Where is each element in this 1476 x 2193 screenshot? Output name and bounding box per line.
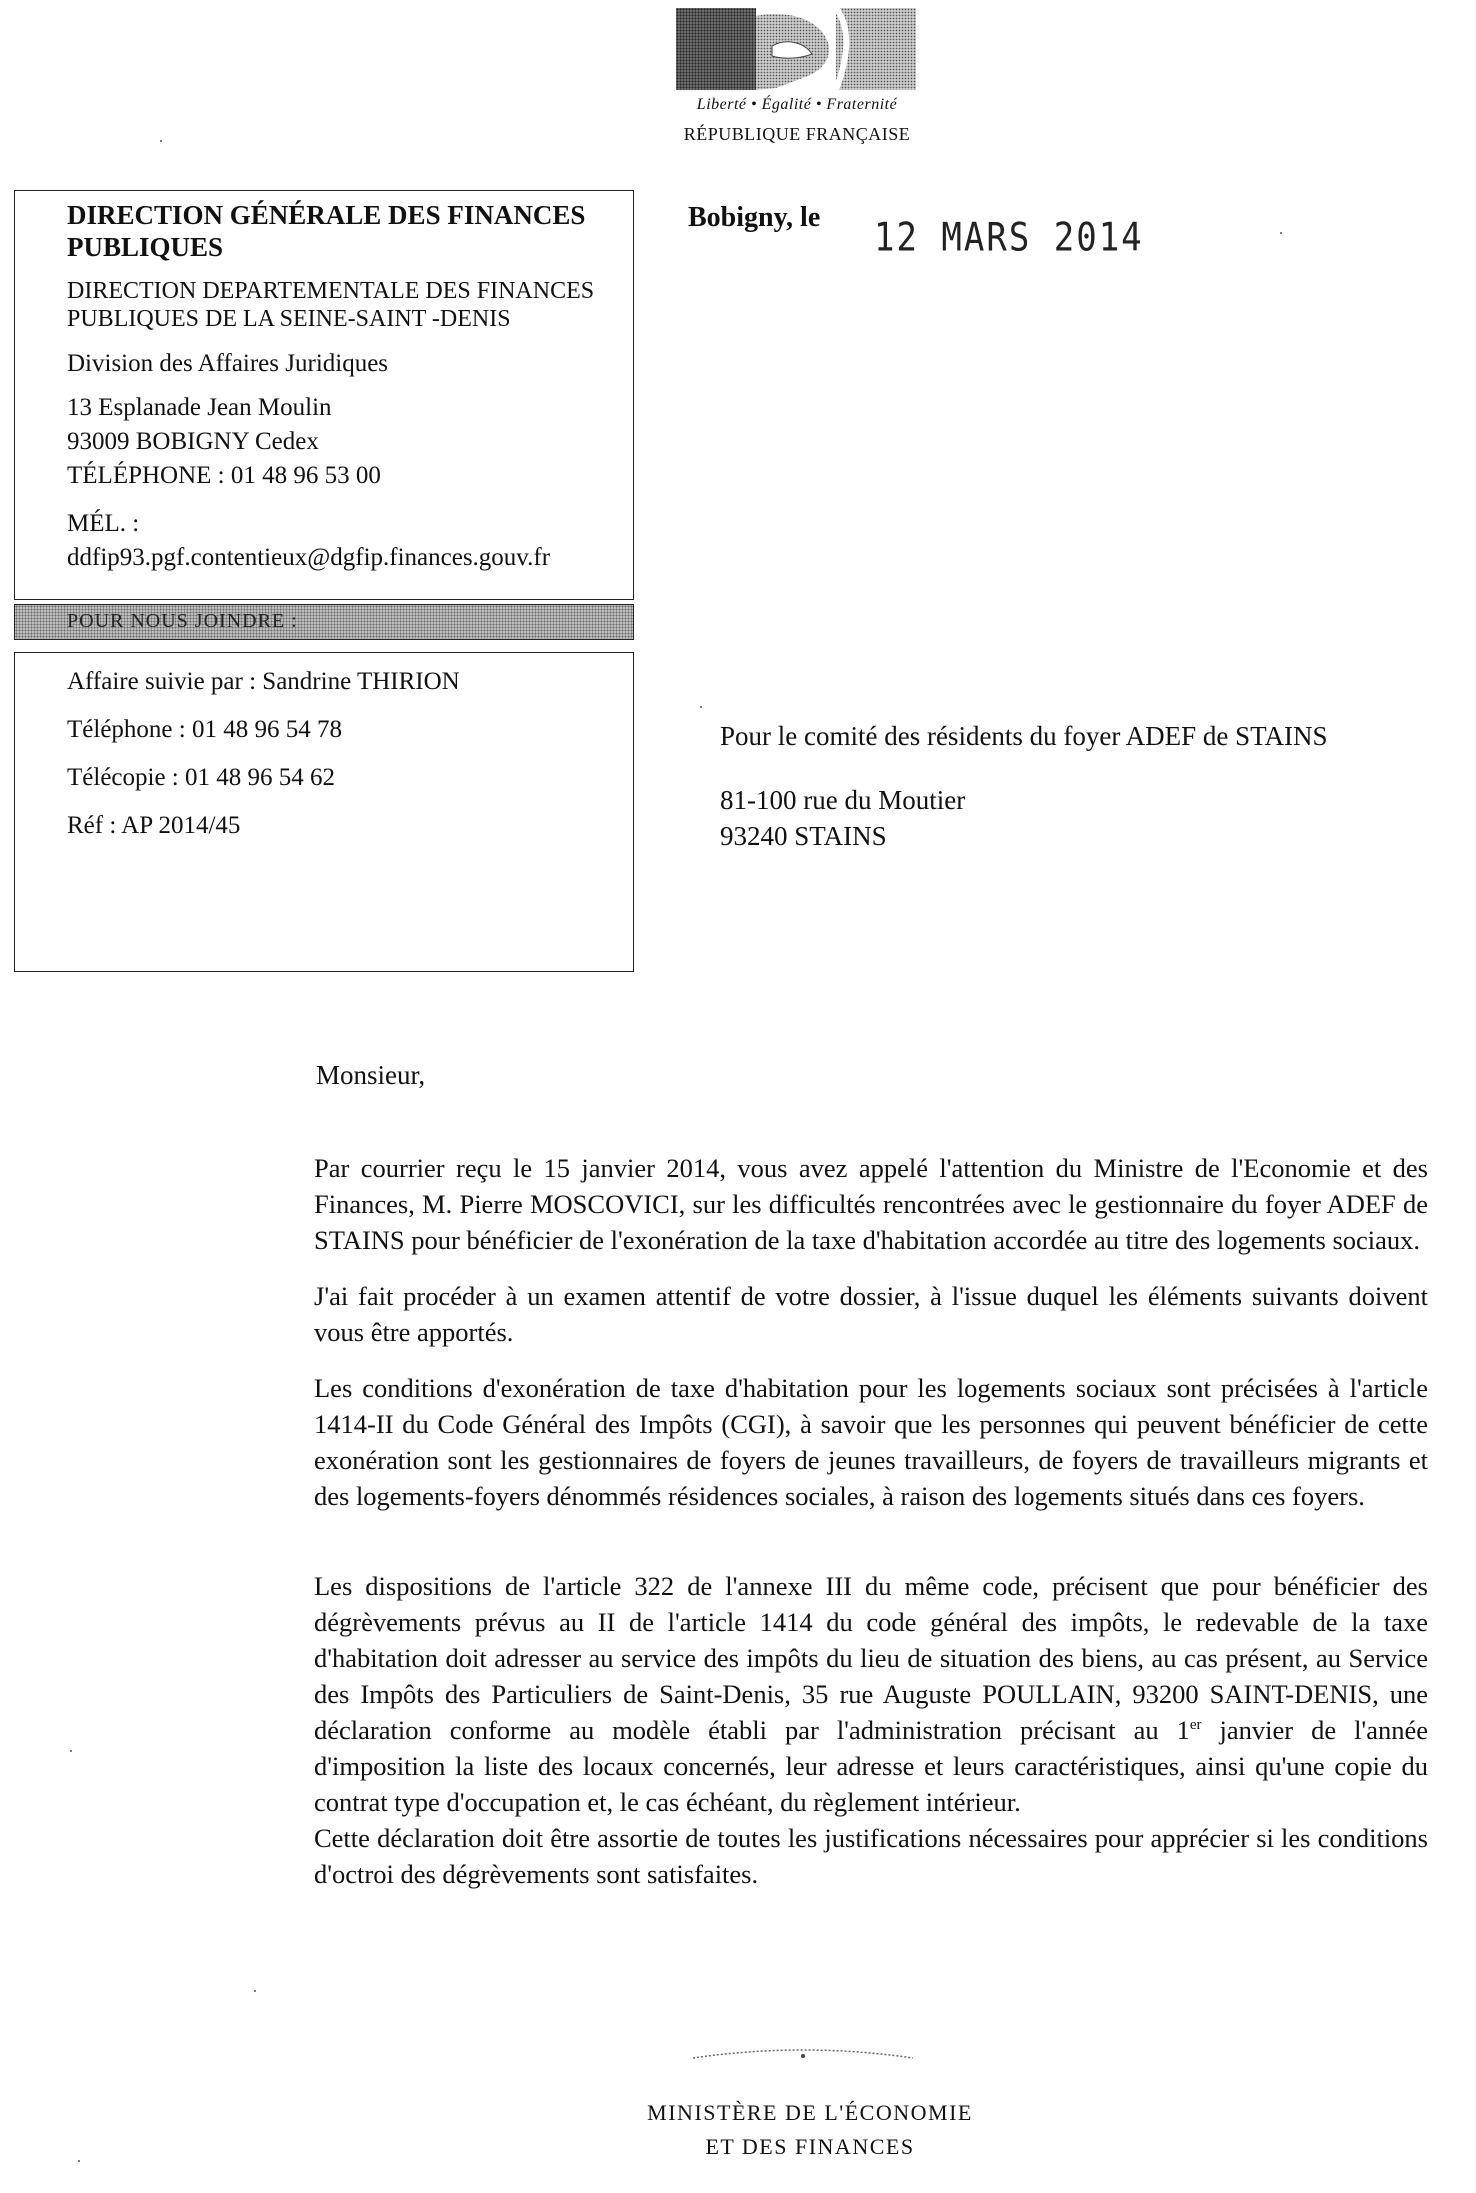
paragraph-2: J'ai fait procéder à un examen attentif de votre dossier, à l'issue duquel les éléments suivants doivent vous être apportés.: [314, 1281, 1428, 1347]
marianne-logo: [676, 8, 916, 103]
sender-title: DIRECTION GÉNÉRALE DES FINANCES PUBLIQUES: [67, 200, 586, 262]
contact-box: [14, 652, 634, 972]
sender-mel-label: MÉL. :: [67, 510, 140, 537]
scan-speck: [160, 140, 162, 142]
sender-division: Division des Affaires Juridiques: [67, 350, 389, 377]
sender-department: DIRECTION DEPARTEMENTALE DES FINANCES PUBLIQUES DE LA SEINE-SAINT -DENIS: [67, 278, 595, 332]
paragraph-3: Les conditions d'exonération de taxe d'habitation pour les logements sociaux sont précisées à l'article 1414-II du Code Général des Impôts (CGI), à savoir que les personnes qui peuvent bénéficier de cette exonération sont les gestionnaires de foyers de jeunes travailleurs, de foyers de travailleurs migrants et des logements-foyers dénommés résidences sociales, à raison des logements situés dans ces foyers.: [314, 1373, 1428, 1511]
sender-address-line1: 13 Esplanade Jean Moulin: [67, 394, 332, 421]
paragraph-4: [314, 1568, 1428, 1820]
recipient-line3: 93240 STAINS: [720, 821, 887, 851]
scan-speck: [1280, 232, 1282, 234]
sender-telephone: TÉLÉPHONE : 01 48 96 53 00: [67, 462, 381, 489]
sender-address-line2: 93009 BOBIGNY Cedex: [67, 428, 319, 455]
contact-affaire: Affaire suivie par : Sandrine THIRION: [67, 668, 460, 695]
contact-bar-label: POUR NOUS JOINDRE :: [67, 610, 298, 632]
paragraph-4-text-a: Les dispositions de l'article 322 de l'annexe III du même code, précisent que pour bénéficier des dégrèvements prévus au II de l'article 1414 du code général des impôts, le redevable de la taxe d'habitation doit adresser au service des impôts du lieu de situation des biens, au cas présent, au Service des Impôts des Particuliers de Saint-Denis, 35 rue Auguste POULLAIN, 93200 SAINT-DENIS, une déclaration conforme au modèle établi par l'administration précisant au 1: [314, 1571, 1428, 1745]
contact-reference: Réf : AP 2014/45: [67, 812, 241, 839]
republique-francaise: RÉPUBLIQUE FRANÇAISE: [683, 124, 911, 144]
recipient-line2: 81-100 rue du Moutier: [720, 785, 966, 815]
marianne-logo-image: [676, 8, 916, 103]
contact-details: [67, 665, 460, 843]
scan-speck: [78, 2160, 80, 2162]
scan-speck: [700, 706, 702, 708]
letter-body: [314, 1150, 1428, 1892]
recipient-block: [720, 718, 1328, 854]
sender-box: [14, 190, 634, 600]
contact-bar: [14, 604, 634, 640]
paragraph-4-text-b: janvier de l'année d'imposition la liste des locaux concernés, leur adresse et leurs caractéristiques, ainsi qu'une copie du contrat type d'occupation et, le cas échéant, du règlement intérieur.: [314, 1715, 1428, 1817]
footer-ornament: [688, 2046, 918, 2060]
recipient-line1: Pour le comité des résidents du foyer ADEF de STAINS: [720, 721, 1328, 751]
sender-email: ddfip93.pgf.contentieux@dgfip.finances.gouv.fr: [67, 544, 551, 571]
paragraph-5: Cette déclaration doit être assortie de toutes les justifications nécessaires pour apprécier si les conditions d'octroi des dégrèvements sont satisfaites.: [314, 1823, 1428, 1889]
footer-line1: MINISTÈRE DE L'ÉCONOMIE: [647, 2100, 973, 2125]
paragraph-1: Par courrier reçu le 15 janvier 2014, vous avez appelé l'attention du Ministre de l'Economie et des Finances, M. Pierre MOSCOVICI, sur les difficultés rencontrées avec le gestionnaire du foyer ADEF de STAINS pour bénéficier de l'exonération de la taxe d'habitation accordée au titre des logements sociaux.: [314, 1153, 1428, 1255]
sender-details: [67, 199, 621, 575]
salutation: Monsieur,: [316, 1060, 426, 1090]
paragraph-4-superscript: er: [1189, 1717, 1202, 1734]
scan-speck: [254, 1990, 256, 1992]
footer-ministry: [560, 2096, 1060, 2164]
scan-speck: [70, 1750, 72, 1752]
republic-motto: Liberté • Égalité • Fraternité: [696, 96, 898, 113]
date-place: Bobigny, le: [688, 202, 821, 233]
contact-telecopie: Télécopie : 01 48 96 54 62: [67, 764, 335, 791]
footer-line2: ET DES FINANCES: [705, 2134, 915, 2159]
contact-telephone: Téléphone : 01 48 96 54 78: [67, 716, 342, 743]
date-stamp: 12 MARS 2014: [874, 215, 1144, 261]
